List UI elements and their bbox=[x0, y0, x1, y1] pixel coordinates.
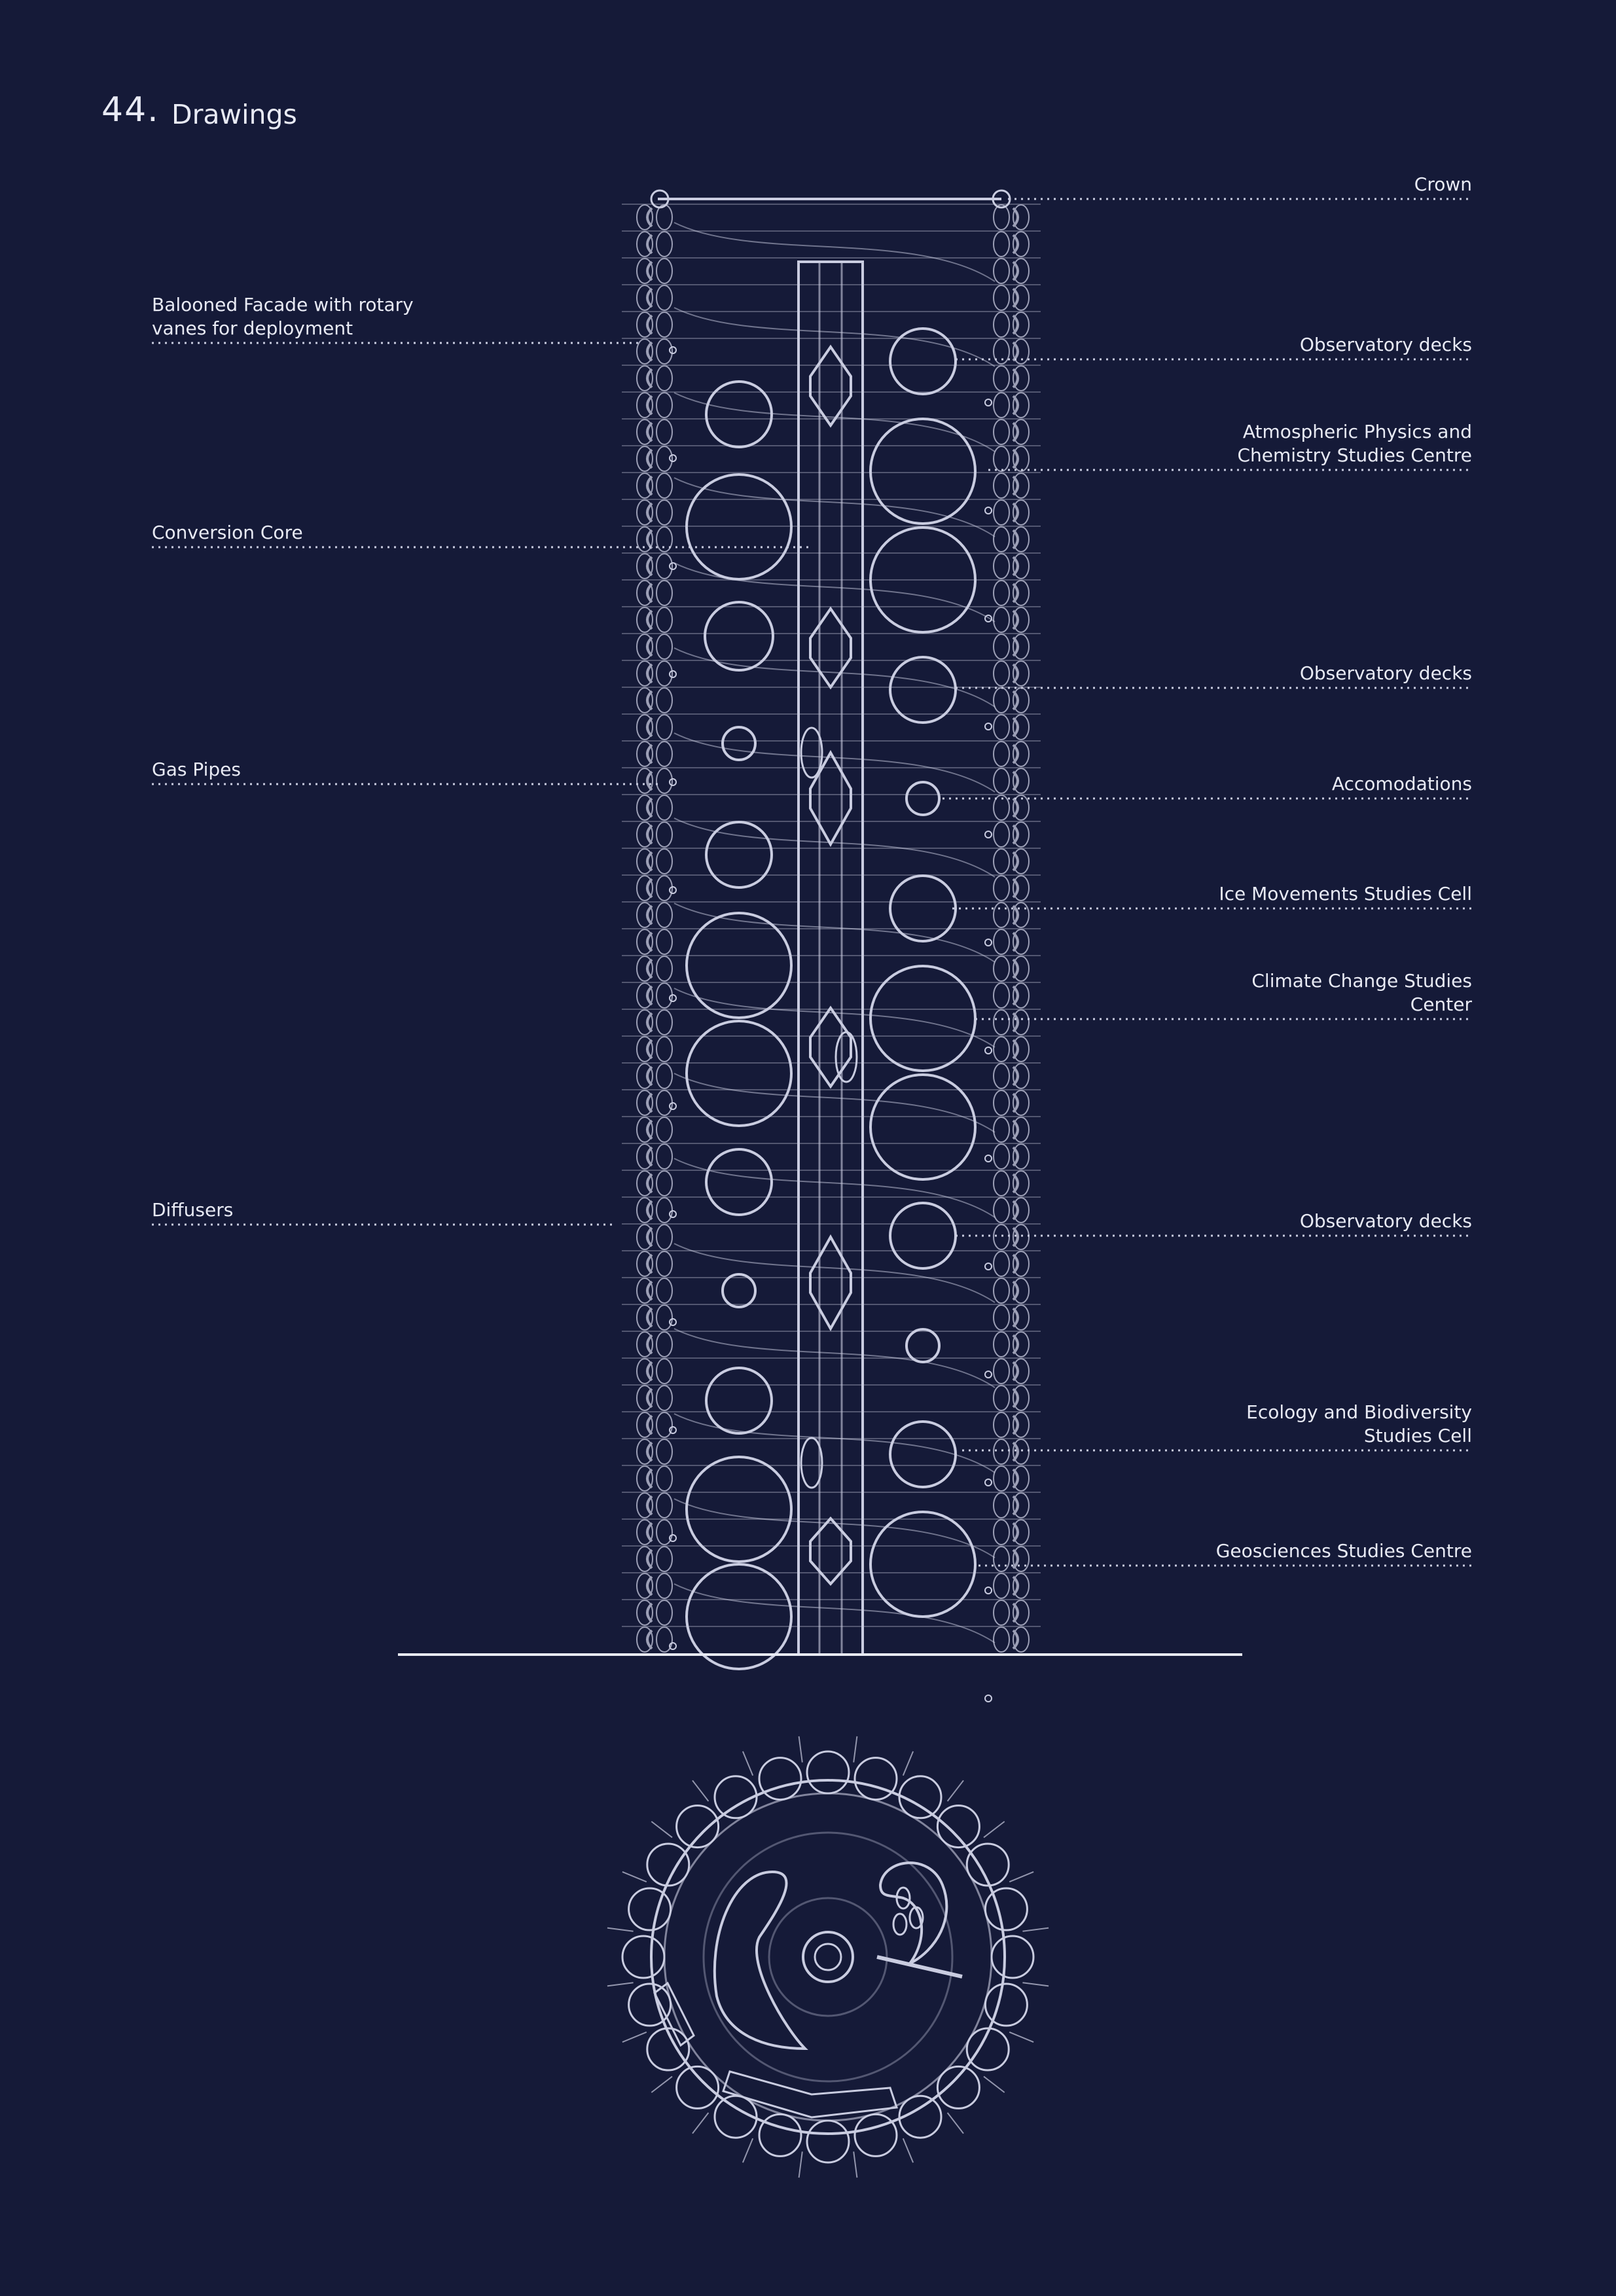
plan-vane bbox=[948, 1780, 963, 1801]
balloon bbox=[994, 1305, 1009, 1330]
balloon bbox=[656, 1090, 672, 1115]
balloon bbox=[1013, 1547, 1029, 1571]
label-observatory-decks-1: Observatory decks bbox=[1299, 334, 1472, 355]
pod bbox=[706, 1149, 772, 1215]
balloon bbox=[1013, 527, 1029, 552]
balloon bbox=[1013, 1225, 1029, 1249]
label-crown: Crown bbox=[1414, 173, 1472, 195]
balloon bbox=[994, 607, 1009, 632]
label-accomodations: Accomodations bbox=[1331, 773, 1472, 795]
balloon bbox=[1013, 420, 1029, 444]
balloon bbox=[656, 259, 672, 283]
page-number: 44. bbox=[101, 90, 160, 130]
plan-balloon bbox=[992, 1936, 1033, 1978]
ramp bbox=[674, 1499, 995, 1558]
label-climate-change: Climate Change Studies Center bbox=[1251, 970, 1472, 1015]
plan-curved-wall bbox=[715, 1872, 805, 2049]
balloon bbox=[994, 1278, 1009, 1303]
plan-vane bbox=[607, 1982, 634, 1986]
ramp bbox=[674, 1158, 995, 1217]
balloon bbox=[994, 956, 1009, 981]
balloon bbox=[656, 1520, 672, 1545]
core-node bbox=[810, 347, 851, 425]
balloon bbox=[1013, 312, 1029, 337]
ramp bbox=[674, 1584, 995, 1643]
balloon bbox=[1013, 1600, 1029, 1625]
balloon bbox=[1013, 1412, 1029, 1437]
balloon bbox=[1013, 607, 1029, 632]
balloon bbox=[994, 285, 1009, 310]
balloon bbox=[1013, 393, 1029, 418]
pod bbox=[907, 782, 939, 815]
pipe-joint bbox=[670, 779, 676, 785]
balloon bbox=[656, 581, 672, 605]
leader-lines bbox=[152, 199, 1473, 1566]
balloon bbox=[994, 1412, 1009, 1437]
plan-vane bbox=[692, 2113, 708, 2134]
balloon bbox=[994, 259, 1009, 283]
balloon bbox=[656, 420, 672, 444]
balloon bbox=[994, 876, 1009, 901]
balloon bbox=[994, 581, 1009, 605]
page-title: Drawings bbox=[171, 99, 297, 130]
core-node bbox=[810, 1008, 851, 1086]
balloon bbox=[656, 1305, 672, 1330]
balloon bbox=[1013, 661, 1029, 686]
balloon bbox=[994, 903, 1009, 927]
balloon bbox=[1013, 1493, 1029, 1518]
balloon bbox=[994, 929, 1009, 954]
pod bbox=[723, 727, 755, 760]
label-observatory-decks-3: Observatory decks bbox=[1299, 1210, 1472, 1232]
core-shaft bbox=[799, 262, 863, 1655]
balloon bbox=[1013, 1251, 1029, 1276]
core-node bbox=[810, 753, 851, 844]
plan-vane bbox=[984, 2077, 1005, 2092]
plan-balloon bbox=[759, 2114, 801, 2156]
balloon bbox=[656, 205, 672, 230]
plan-vane bbox=[1009, 2032, 1033, 2042]
balloon bbox=[994, 1627, 1009, 1652]
plan-room-south bbox=[723, 2072, 897, 2117]
balloon bbox=[656, 1251, 672, 1276]
ramp bbox=[674, 1414, 995, 1473]
balloon bbox=[994, 446, 1009, 471]
balloon bbox=[994, 1251, 1009, 1276]
label-gas-pipes: Gas Pipes bbox=[152, 759, 241, 780]
ramp bbox=[674, 478, 995, 537]
balloon bbox=[656, 1600, 672, 1625]
balloon bbox=[1013, 1520, 1029, 1545]
balloon bbox=[1013, 715, 1029, 740]
balloon bbox=[1013, 1332, 1029, 1357]
plan-balloon bbox=[629, 1888, 671, 1930]
balloon bbox=[1013, 581, 1029, 605]
balloon bbox=[994, 742, 1009, 766]
pipe-joint bbox=[670, 1535, 676, 1541]
balloon bbox=[1013, 1466, 1029, 1491]
balloon bbox=[994, 715, 1009, 740]
balloon bbox=[1013, 983, 1029, 1008]
balloon bbox=[656, 1064, 672, 1088]
balloon bbox=[1013, 1064, 1029, 1088]
plan-core-inner bbox=[815, 1944, 841, 1970]
pod bbox=[890, 1422, 956, 1487]
balloon bbox=[656, 366, 672, 391]
plan-balloon bbox=[807, 1751, 849, 1793]
balloon bbox=[656, 1117, 672, 1142]
balloon bbox=[656, 1412, 672, 1437]
pipe-joint bbox=[670, 1103, 676, 1109]
balloon bbox=[656, 715, 672, 740]
plan-balloon bbox=[855, 2114, 897, 2156]
pod bbox=[890, 876, 956, 941]
pipe-joint bbox=[670, 1427, 676, 1433]
pipe-joint bbox=[985, 1479, 992, 1486]
label-atmospheric-physics: Atmospheric Physics and Chemistry Studies Centre bbox=[1237, 421, 1472, 466]
plan-balloon bbox=[807, 2121, 849, 2162]
balloon bbox=[656, 473, 672, 498]
balloon bbox=[656, 285, 672, 310]
pipe-joint bbox=[670, 995, 676, 1001]
balloon bbox=[994, 1117, 1009, 1142]
pod bbox=[871, 1512, 975, 1617]
balloon bbox=[994, 473, 1009, 498]
balloon bbox=[994, 1332, 1009, 1357]
pod bbox=[890, 1203, 956, 1268]
pipe-joint bbox=[985, 1695, 992, 1702]
balloon bbox=[1013, 473, 1029, 498]
balloon bbox=[1013, 1010, 1029, 1035]
pipe-joint bbox=[985, 1047, 992, 1054]
core-node bbox=[810, 1518, 851, 1584]
plan-vane bbox=[799, 1736, 802, 1763]
plan-balloon bbox=[937, 1806, 979, 1848]
plan-vane bbox=[651, 2077, 672, 2092]
balloon bbox=[656, 1171, 672, 1196]
balloon bbox=[656, 1573, 672, 1598]
balloon bbox=[994, 1359, 1009, 1384]
balloon bbox=[1013, 849, 1029, 874]
balloon bbox=[1013, 1117, 1029, 1142]
plan-balloon bbox=[629, 1984, 671, 2026]
pod bbox=[871, 419, 975, 524]
plan-vane bbox=[622, 1872, 647, 1882]
balloon bbox=[1013, 1573, 1029, 1598]
balloon bbox=[1013, 1439, 1029, 1464]
balloon bbox=[994, 849, 1009, 874]
plan-vane bbox=[1009, 1872, 1033, 1882]
balloon bbox=[994, 661, 1009, 686]
balloon bbox=[1013, 1144, 1029, 1169]
plan-vane bbox=[743, 2138, 753, 2162]
plan-balloon bbox=[985, 1984, 1027, 2026]
plan-balloon bbox=[622, 1936, 664, 1978]
balloon bbox=[1013, 1305, 1029, 1330]
balloon bbox=[1013, 903, 1029, 927]
balloon bbox=[656, 1439, 672, 1464]
plan-vane bbox=[948, 2113, 963, 2134]
pipe-joint bbox=[985, 723, 992, 730]
plan-balloon bbox=[677, 1806, 719, 1848]
balloon bbox=[994, 366, 1009, 391]
pod bbox=[907, 1329, 939, 1362]
balloon bbox=[994, 1493, 1009, 1518]
balloon bbox=[994, 688, 1009, 713]
balloon bbox=[1013, 1627, 1029, 1652]
balloon bbox=[656, 983, 672, 1008]
balloon bbox=[1013, 554, 1029, 579]
plan-balloon bbox=[677, 2066, 719, 2108]
balloon bbox=[656, 1037, 672, 1062]
pipe-joint bbox=[670, 455, 676, 461]
balloon bbox=[994, 1225, 1009, 1249]
balloon bbox=[656, 1493, 672, 1518]
pod bbox=[723, 1274, 755, 1307]
balloon bbox=[656, 1010, 672, 1035]
pipe-joint bbox=[670, 671, 676, 677]
pipe-joint bbox=[985, 1587, 992, 1594]
balloon bbox=[1013, 446, 1029, 471]
balloon bbox=[656, 1198, 672, 1223]
balloon bbox=[994, 983, 1009, 1008]
balloon bbox=[656, 312, 672, 337]
plan-vane bbox=[692, 1780, 708, 1801]
balloon bbox=[994, 312, 1009, 337]
core-node bbox=[810, 609, 851, 687]
pipe-joint bbox=[985, 831, 992, 838]
label-diffusers: Diffusers bbox=[152, 1199, 234, 1221]
plan-vane bbox=[853, 1736, 857, 1763]
balloon bbox=[994, 1547, 1009, 1571]
balloon bbox=[994, 768, 1009, 793]
label-balooned-facade: Balooned Facade with rotary vanes for deployment bbox=[152, 294, 414, 339]
balloon bbox=[994, 1064, 1009, 1088]
balloon bbox=[656, 393, 672, 418]
plan-wall-east bbox=[877, 1957, 962, 1977]
pipe-joint bbox=[985, 1155, 992, 1162]
pipe-joint bbox=[670, 1211, 676, 1217]
balloon bbox=[656, 822, 672, 847]
label-observatory-decks-2: Observatory decks bbox=[1299, 662, 1472, 684]
balloon bbox=[656, 634, 672, 659]
balloon bbox=[1013, 1278, 1029, 1303]
pod bbox=[706, 822, 772, 888]
balloon bbox=[656, 956, 672, 981]
label-conversion-core: Conversion Core bbox=[152, 522, 303, 543]
pipe-joint bbox=[985, 399, 992, 406]
plan-opening bbox=[893, 1914, 907, 1935]
plan-vane bbox=[853, 2151, 857, 2178]
balloon bbox=[994, 527, 1009, 552]
ramp bbox=[674, 648, 995, 707]
balloon bbox=[994, 232, 1009, 257]
balloon bbox=[1013, 285, 1029, 310]
balloon bbox=[994, 420, 1009, 444]
balloon bbox=[656, 849, 672, 874]
pipe-joint bbox=[985, 1371, 992, 1378]
balloon bbox=[994, 205, 1009, 230]
balloon bbox=[656, 1278, 672, 1303]
balloon bbox=[1013, 1171, 1029, 1196]
balloon bbox=[656, 929, 672, 954]
balloon bbox=[1013, 259, 1029, 283]
ramp bbox=[674, 988, 995, 1047]
label-geosciences: Geosciences Studies Centre bbox=[1215, 1540, 1472, 1562]
balloon bbox=[656, 795, 672, 820]
balloon bbox=[1013, 1386, 1029, 1410]
balloon bbox=[656, 1466, 672, 1491]
balloon bbox=[1013, 742, 1029, 766]
balloon bbox=[994, 1037, 1009, 1062]
balloon bbox=[1013, 232, 1029, 257]
balloon bbox=[1013, 1359, 1029, 1384]
balloon bbox=[1013, 768, 1029, 793]
balloon bbox=[656, 1225, 672, 1249]
balloon bbox=[994, 1010, 1009, 1035]
balloon bbox=[1013, 929, 1029, 954]
pipe-joint bbox=[985, 507, 992, 514]
pipe-joint bbox=[985, 1263, 992, 1270]
plan-vane bbox=[622, 2032, 647, 2042]
plan-balloon bbox=[985, 1888, 1027, 1930]
tower-elevation bbox=[622, 190, 1041, 1702]
plan-balloon bbox=[855, 1758, 897, 1800]
balloon bbox=[656, 903, 672, 927]
balloon bbox=[994, 634, 1009, 659]
balloon bbox=[994, 500, 1009, 525]
balloon bbox=[656, 1359, 672, 1384]
balloon bbox=[656, 232, 672, 257]
plan-vane bbox=[607, 1928, 634, 1931]
pipe-joint bbox=[670, 887, 676, 893]
pod bbox=[706, 1368, 772, 1433]
balloon bbox=[994, 1466, 1009, 1491]
plan-core-ring bbox=[769, 1898, 887, 2016]
balloon bbox=[994, 1386, 1009, 1410]
balloon bbox=[656, 1332, 672, 1357]
plan-vane bbox=[1022, 1928, 1049, 1931]
balloon bbox=[994, 822, 1009, 847]
balloon bbox=[1013, 956, 1029, 981]
balloon bbox=[994, 1439, 1009, 1464]
balloon bbox=[994, 1090, 1009, 1115]
balloon bbox=[656, 1386, 672, 1410]
balloon bbox=[1013, 1090, 1029, 1115]
label-ecology-biodiversity: Ecology and Biodiversity Studies Cell bbox=[1246, 1401, 1472, 1446]
balloon bbox=[1013, 205, 1029, 230]
balloon bbox=[1013, 1037, 1029, 1062]
balloon bbox=[994, 1198, 1009, 1223]
core-valve bbox=[836, 1032, 857, 1082]
pipe-joint bbox=[985, 939, 992, 946]
balloon bbox=[1013, 500, 1029, 525]
pipe-joint bbox=[670, 1319, 676, 1325]
balloon bbox=[994, 1520, 1009, 1545]
balloon bbox=[994, 554, 1009, 579]
balloon bbox=[1013, 876, 1029, 901]
plan-vane bbox=[1022, 1982, 1049, 1986]
plan-vane bbox=[799, 2151, 802, 2178]
plan-core bbox=[803, 1932, 853, 1982]
plan-lobe bbox=[880, 1863, 946, 1964]
balloon bbox=[994, 1171, 1009, 1196]
balloon bbox=[1013, 634, 1029, 659]
balloon bbox=[656, 688, 672, 713]
plan-vane bbox=[903, 2138, 913, 2162]
balloon bbox=[1013, 822, 1029, 847]
label-ice-movements: Ice Movements Studies Cell bbox=[1219, 883, 1472, 905]
plan-inner-ring bbox=[664, 1793, 992, 2121]
room-pods bbox=[687, 329, 975, 1669]
balloon bbox=[656, 742, 672, 766]
plan-vane bbox=[651, 1821, 672, 1837]
pipe-joint bbox=[670, 347, 676, 353]
balloon bbox=[994, 1573, 1009, 1598]
balloon bbox=[656, 1547, 672, 1571]
tower-plan bbox=[607, 1736, 1049, 2178]
balloon bbox=[1013, 1198, 1029, 1223]
balloon bbox=[994, 393, 1009, 418]
plan-vane bbox=[743, 1751, 753, 1776]
balloon bbox=[994, 1600, 1009, 1625]
balloon bbox=[656, 500, 672, 525]
plan-balloon bbox=[937, 2066, 979, 2108]
plan-vane bbox=[903, 1751, 913, 1776]
balloon bbox=[656, 1144, 672, 1169]
plan-balloon bbox=[759, 1758, 801, 1800]
balloon bbox=[1013, 688, 1029, 713]
balloon bbox=[656, 607, 672, 632]
pod bbox=[890, 657, 956, 723]
balloon bbox=[1013, 366, 1029, 391]
plan-vane bbox=[984, 1821, 1005, 1837]
balloon bbox=[994, 1144, 1009, 1169]
